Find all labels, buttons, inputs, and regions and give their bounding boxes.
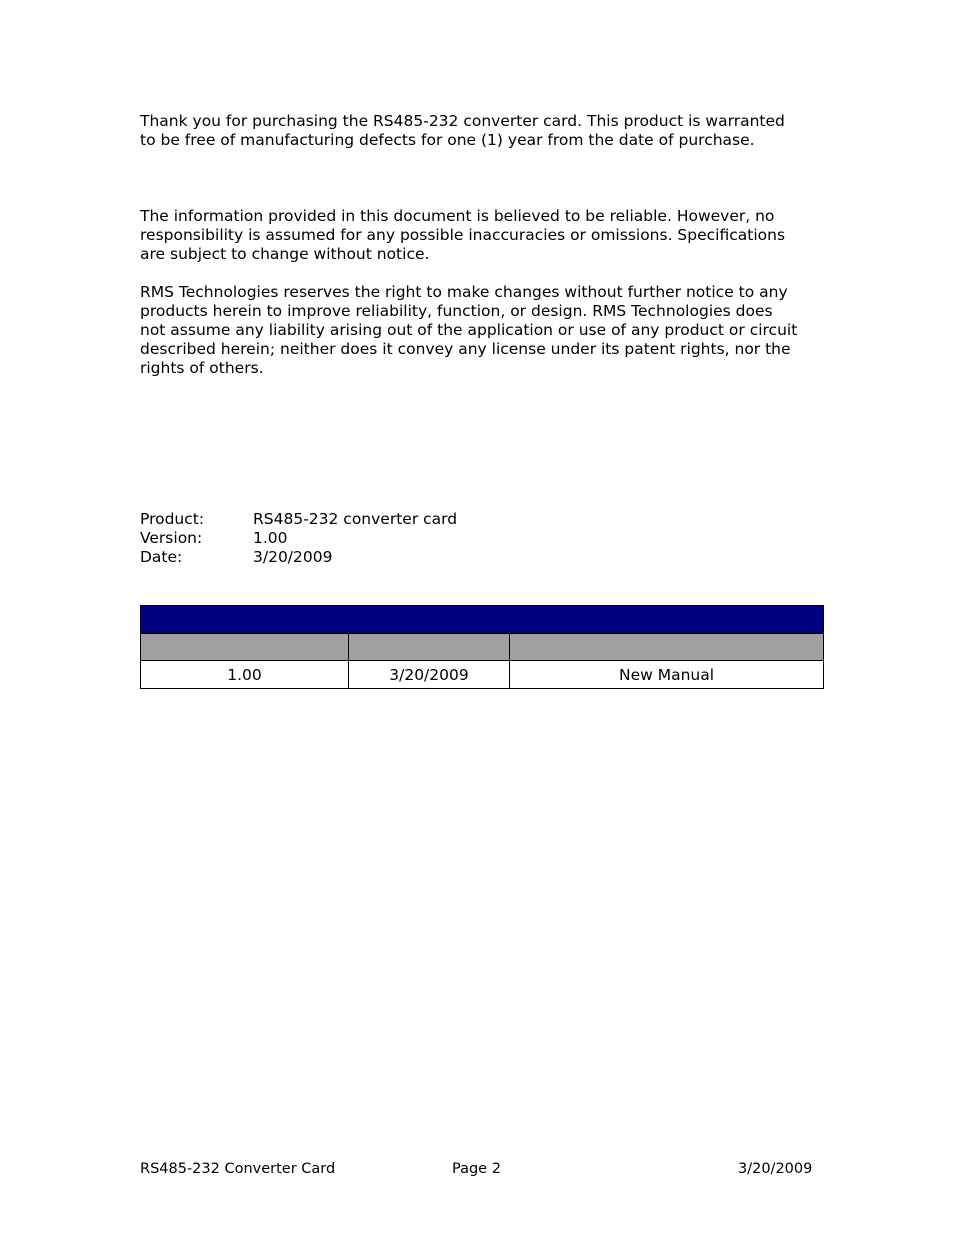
cell-date: 3/20/2009 — [349, 661, 510, 689]
warranty-paragraph — [140, 112, 830, 150]
table-header-row — [141, 634, 824, 661]
cell-version: 1.00 — [141, 661, 349, 689]
info-label: Date: — [140, 548, 183, 566]
text-line: The information provided in this document is believed to be reliable. However, no — [140, 207, 775, 225]
table-title-row — [141, 606, 824, 634]
info-version — [140, 529, 457, 548]
text-line: not assume any liability arising out of the application or use of any product or circuit — [140, 321, 798, 339]
document-info — [140, 510, 457, 567]
header-description — [510, 634, 824, 661]
text-line: responsibility is assumed for any possible inaccuracies or omissions. Specifications — [140, 226, 786, 244]
rights-paragraph — [140, 283, 830, 378]
text-line: to be free of manufacturing defects for one (1) year from the date of purchase. — [140, 131, 755, 149]
text-line: are subject to change without notice. — [140, 245, 430, 263]
revision-history-table — [140, 605, 824, 689]
info-product — [140, 510, 457, 529]
info-date — [140, 548, 457, 567]
footer-date: 3/20/2009 — [738, 1161, 813, 1177]
footer-document-title: RS485-232 Converter Card — [140, 1161, 336, 1177]
info-value: 3/20/2009 — [253, 548, 333, 566]
info-label: Version: — [140, 529, 203, 547]
text-line: Thank you for purchasing the RS485-232 converter card. This product is warranted — [140, 112, 785, 130]
info-label: Product: — [140, 510, 205, 528]
table-row — [141, 661, 824, 689]
footer-page-number: Page 2 — [452, 1161, 501, 1177]
header-version — [141, 634, 349, 661]
header-date — [349, 634, 510, 661]
disclaimer-paragraph — [140, 207, 830, 264]
text-line: rights of others. — [140, 359, 264, 377]
text-line: products herein to improve reliability, function, or design. RMS Technologies does — [140, 302, 773, 320]
cell-description: New Manual — [510, 661, 824, 689]
info-value: RS485-232 converter card — [253, 510, 458, 528]
info-value: 1.00 — [253, 529, 288, 547]
table-title — [141, 606, 824, 634]
text-line: RMS Technologies reserves the right to make changes without further notice to any — [140, 283, 788, 301]
text-line: described herein; neither does it convey any license under its patent rights, nor the — [140, 340, 791, 358]
